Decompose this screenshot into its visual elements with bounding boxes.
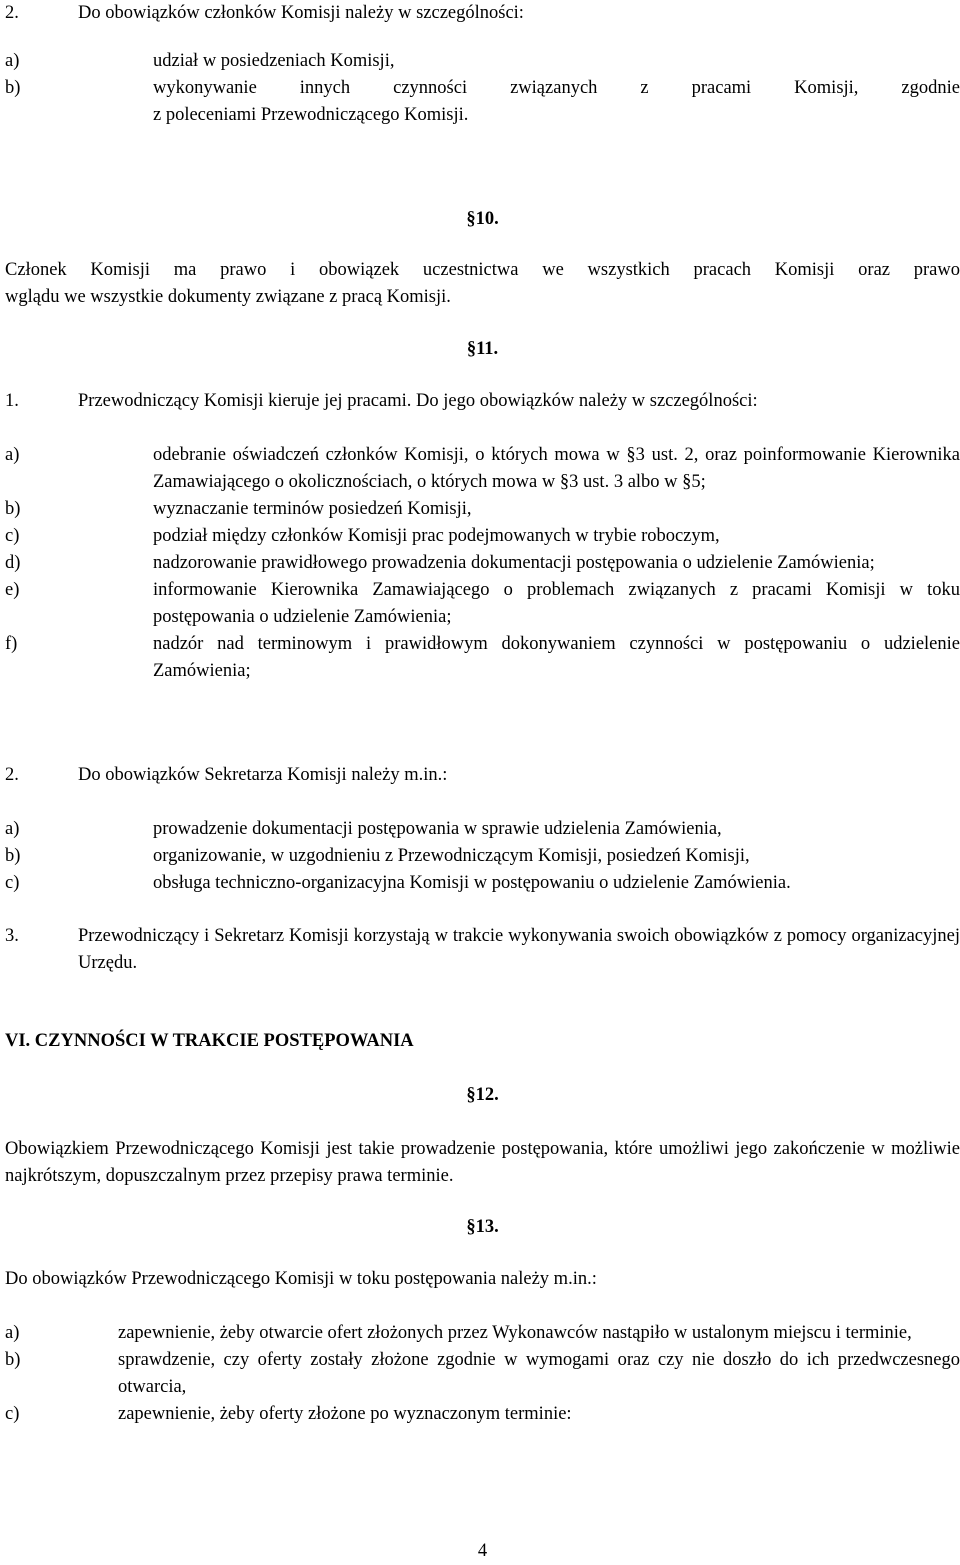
- list-item-label: e): [5, 580, 20, 600]
- paragraph-11-point-1: [5, 388, 960, 415]
- list-item-label: a): [5, 1323, 20, 1343]
- list-item-text: organizowanie, w uzgodnieniu z Przewodniczącym Komisji, posiedzeń Komisji,: [153, 846, 750, 866]
- list-item: [5, 550, 960, 577]
- list-item: [5, 48, 960, 75]
- list-item-text: udział w posiedzeniach Komisji,: [153, 51, 395, 71]
- list-item: [5, 1347, 960, 1401]
- paragraph-10-line: wglądu we wszystkie dokumenty związane z pracą Komisji.: [5, 287, 451, 307]
- list-item-text-line: z poleceniami Przewodniczącego Komisji.: [153, 105, 469, 125]
- list-item-text: nadzór nad terminowym i prawidłowym dokonywaniem czynności w postępowaniu o udzielenie Zamówienia;: [153, 634, 960, 681]
- paragraph-11-title: §11.: [466, 339, 499, 359]
- list-item-text: prowadzenie dokumentacji postępowania w sprawie udzielenia Zamówienia,: [153, 819, 722, 839]
- list-item-label: a): [5, 51, 20, 71]
- point-text: Przewodniczący i Sekretarz Komisji korzystają w trakcie wykonywania swoich obowiązków z pomocy organizacyjnej Urzędu.: [78, 926, 960, 973]
- list-item: [5, 75, 960, 129]
- paragraph-13-list: [5, 1320, 960, 1428]
- list-item-label: d): [5, 553, 21, 573]
- list-item-label: b): [5, 499, 21, 519]
- paragraph-10-line: Członek Komisji ma prawo i obowiązek uczestnictwa we wszystkich pracach Komisji oraz prawo: [5, 260, 960, 280]
- list-item: [5, 577, 960, 631]
- list-item: [5, 496, 960, 523]
- list-item-text: zapewnienie, żeby oferty złożone po wyznaczonym terminie:: [118, 1404, 572, 1424]
- chapter-heading: VI. CZYNNOŚCI W TRAKCIE POSTĘPOWANIA: [5, 1031, 414, 1051]
- list-item: [5, 1320, 960, 1347]
- paragraph-13-intro: Do obowiązków Przewodniczącego Komisji w toku postępowania należy m.in.:: [5, 1269, 597, 1289]
- list-item-label: a): [5, 819, 20, 839]
- paragraph-12-title: §12.: [466, 1085, 499, 1105]
- point-text: Do obowiązków Sekretarza Komisji należy m.in.:: [78, 765, 448, 785]
- list-item: [5, 1401, 960, 1428]
- section-2-intro: Do obowiązków członków Komisji należy w szczególności:: [78, 3, 524, 23]
- list-item-label: c): [5, 1404, 20, 1424]
- paragraph-10-title: §10.: [466, 209, 499, 229]
- list-item-label: b): [5, 78, 21, 98]
- section-2: [5, 0, 960, 27]
- list-item-text: podział między członków Komisji prac podejmowanych w trybie roboczym,: [153, 526, 720, 546]
- point-text: Przewodniczący Komisji kieruje jej pracami. Do jego obowiązków należy w szczególności:: [78, 391, 758, 411]
- list-item-text: nadzorowanie prawidłowego prowadzenia dokumentacji postępowania o udzielenie Zamówienia;: [153, 553, 875, 573]
- list-item: [5, 631, 960, 685]
- paragraph-11-point-3: [5, 923, 960, 977]
- list-item-text-line: wykonywanie innych czynności związanych z pracami Komisji, zgodnie: [153, 78, 960, 98]
- list-item-text: informowanie Kierownika Zamawiającego o problemach związanych z pracami Komisji w toku postępowania o udzielenie Zamówienia;: [153, 580, 960, 627]
- paragraph-12-body: Obowiązkiem Przewodniczącego Komisji jest takie prowadzenie postępowania, które umożliwi jego zakończenie w możliwie najkrótszym, dopuszczalnym przez przepisy prawa terminie.: [5, 1139, 960, 1186]
- list-item-text: odebranie oświadczeń członków Komisji, o których mowa w §3 ust. 2, oraz poinformowanie Kierownika Zamawiającego o okolicznościach, o których mowa w §3 ust. 3 albo w §5;: [153, 445, 960, 492]
- paragraph-13-title: §13.: [466, 1217, 499, 1237]
- list-item: [5, 816, 960, 843]
- page-number: 4: [477, 1541, 488, 1561]
- list-item-label: b): [5, 1350, 21, 1370]
- list-item-label: c): [5, 526, 20, 546]
- list-item-label: a): [5, 445, 20, 465]
- section-2-number: 2.: [5, 3, 19, 23]
- list-item-text: obsługa techniczno-organizacyjna Komisji w postępowaniu o udzielenie Zamówienia.: [153, 873, 791, 893]
- list-item: [5, 843, 960, 870]
- list-item-text: zapewnienie, żeby otwarcie ofert złożonych przez Wykonawców nastąpiło w ustalonym miejscu i terminie,: [118, 1323, 912, 1343]
- list-item: [5, 442, 960, 496]
- paragraph-10-body: [5, 257, 960, 311]
- paragraph-11-point-1-list: [5, 442, 960, 685]
- list-item: [5, 523, 960, 550]
- point-number: 3.: [5, 926, 19, 946]
- list-item-text: wyznaczanie terminów posiedzeń Komisji,: [153, 499, 472, 519]
- section-2-list: [5, 48, 960, 129]
- list-item: [5, 870, 960, 897]
- paragraph-11-point-2-list: [5, 816, 960, 897]
- list-item-label: c): [5, 873, 20, 893]
- list-item-text: sprawdzenie, czy oferty zostały złożone zgodnie w wymogami oraz czy nie doszło do ich przedwczesnego otwarcia,: [118, 1350, 960, 1397]
- list-item-label: f): [5, 634, 18, 654]
- point-number: 2.: [5, 765, 19, 785]
- point-number: 1.: [5, 391, 19, 411]
- list-item-label: b): [5, 846, 21, 866]
- paragraph-11-point-2: [5, 762, 960, 789]
